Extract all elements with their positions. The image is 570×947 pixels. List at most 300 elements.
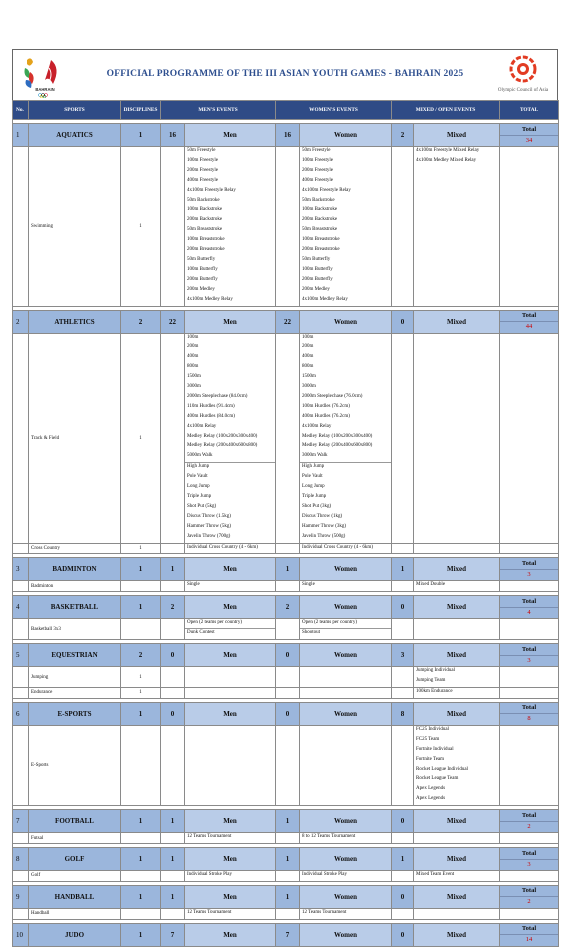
mixed-events-list	[414, 725, 500, 805]
sport-name: E-SPORTS	[29, 702, 121, 725]
mixed-count-blank	[392, 333, 414, 543]
sport-total-cell	[500, 558, 559, 581]
women-label: Women	[300, 310, 392, 333]
men-label: Men	[185, 558, 276, 581]
event-item: Dunk Contest	[187, 630, 215, 636]
men-events-list	[185, 687, 276, 698]
event-item: Discus Throw (1.5kg)	[187, 513, 231, 519]
event-item: 8 to 12 Teams Tournament	[302, 834, 356, 840]
sport-name: BADMINTON	[29, 558, 121, 581]
discipline-row	[13, 833, 559, 844]
discipline-total-blank	[500, 581, 559, 592]
discipline-total-blank	[500, 908, 559, 919]
mixed-count-blank	[392, 667, 414, 688]
women-count: 1	[276, 810, 300, 833]
men-label: Men	[185, 923, 276, 946]
total-label: Total	[500, 703, 558, 714]
mixed-label: Mixed	[414, 702, 500, 725]
total-label: Total	[500, 597, 558, 608]
event-item: Pole Vault	[302, 474, 323, 480]
sport-total-cell	[500, 810, 559, 833]
event-item: 2000m Steeplechase (84.0cm)	[187, 393, 248, 399]
event-item: Triple Jump	[302, 494, 327, 499]
total-value: 44	[525, 323, 533, 330]
discipline-no-cell	[13, 619, 29, 640]
men-count-blank	[161, 619, 185, 640]
women-count-blank	[276, 333, 300, 543]
mixed-count-blank	[392, 581, 414, 592]
discipline-name: Futsal	[29, 833, 121, 844]
mixed-count-blank	[392, 543, 414, 554]
col-mixed-events: MIXED / OPEN EVENTS	[392, 101, 500, 120]
event-item: Fortnite Team	[416, 756, 445, 762]
event-item: Jumping Individual	[416, 668, 456, 674]
men-count-blank	[161, 147, 185, 307]
event-item: 100m Breaststroke	[302, 237, 340, 243]
men-events-list	[185, 543, 276, 554]
men-count-blank	[161, 687, 185, 698]
discipline-count	[121, 619, 161, 640]
discipline-no-cell	[13, 687, 29, 698]
discipline-name: Jumping	[29, 667, 121, 688]
men-count: 1	[161, 558, 185, 581]
discipline-no-cell	[13, 581, 29, 592]
event-item: Shot Put (3kg)	[302, 503, 332, 509]
olympic-council-of-asia-logo	[493, 53, 551, 97]
event-item: Javelin Throw (500g)	[302, 533, 346, 539]
discipline-count: 1	[121, 543, 161, 554]
event-item: Triple Jump	[187, 494, 212, 499]
sport-number: 8	[13, 848, 29, 871]
mixed-count-blank	[392, 687, 414, 698]
women-label: Women	[300, 810, 392, 833]
event-item: High Jump	[300, 462, 391, 473]
event-item: 12 Teams Tournament	[187, 834, 232, 840]
mixed-events-list	[414, 687, 500, 698]
men-label: Men	[185, 885, 276, 908]
sport-name: AQUATICS	[29, 124, 121, 147]
event-item: 50m Freestyle	[302, 148, 331, 153]
programme-table	[12, 100, 559, 947]
sport-name: BASKETBALL	[29, 596, 121, 619]
men-count: 22	[161, 310, 185, 333]
event-item: 200m Medley	[187, 286, 215, 292]
sport-total-cell	[500, 702, 559, 725]
mixed-count: 0	[392, 310, 414, 333]
sport-number: 5	[13, 644, 29, 667]
event-item: 1500m	[302, 374, 316, 380]
event-item: 5000m Walk	[187, 453, 213, 459]
discipline-count	[121, 581, 161, 592]
women-events-list	[300, 619, 392, 640]
men-count-blank	[161, 871, 185, 882]
event-item: 200m Breaststroke	[302, 247, 340, 253]
discipline-name: Swimming	[29, 147, 121, 307]
col-no: No.	[13, 101, 29, 120]
mixed-label: Mixed	[414, 644, 500, 667]
mixed-count: 1	[392, 848, 414, 871]
event-item: 200m Freestyle	[302, 167, 333, 173]
total-value: 3	[527, 860, 531, 868]
discipline-count	[121, 725, 161, 805]
total-value: 2	[527, 898, 531, 906]
mixed-events-list	[414, 333, 500, 543]
women-events-list	[300, 667, 392, 688]
men-events-list	[185, 871, 276, 882]
women-events-list	[300, 543, 392, 554]
event-item: 100m	[187, 334, 199, 340]
women-count: 0	[276, 644, 300, 667]
discipline-row	[13, 147, 559, 307]
sport-disciplines: 1	[121, 596, 161, 619]
men-count: 1	[161, 810, 185, 833]
event-item: 400m Hurdles (76.2cm)	[302, 413, 350, 419]
sport-disciplines: 1	[121, 558, 161, 581]
discipline-name: Endurance	[29, 687, 121, 698]
total-label: Total	[500, 559, 558, 570]
men-count-blank	[161, 833, 185, 844]
discipline-count: 1	[121, 687, 161, 698]
sport-total-cell	[500, 596, 559, 619]
mixed-count-blank	[392, 619, 414, 640]
event-item: Discus Throw (1kg)	[302, 513, 343, 519]
men-count: 7	[161, 923, 185, 946]
event-item: 50m Butterfly	[187, 256, 216, 262]
men-count-blank	[161, 581, 185, 592]
column-header-row	[13, 101, 559, 120]
discipline-no-cell	[13, 667, 29, 688]
event-item: 100m Hurdles (76.2cm)	[302, 403, 350, 409]
event-item: 400m	[302, 354, 314, 360]
sport-name: JUDO	[29, 923, 121, 946]
men-events-list	[185, 147, 276, 307]
men-events-list	[185, 725, 276, 805]
men-label: Men	[185, 702, 276, 725]
event-item: 200m Freestyle	[187, 167, 218, 173]
mixed-label: Mixed	[414, 848, 500, 871]
women-label: Women	[300, 923, 392, 946]
men-label: Men	[185, 310, 276, 333]
discipline-no-cell	[13, 147, 29, 307]
women-count: 16	[276, 124, 300, 147]
discipline-no-cell	[13, 833, 29, 844]
women-count-blank	[276, 908, 300, 919]
discipline-row	[13, 725, 559, 805]
women-count: 22	[276, 310, 300, 333]
sport-total-cell	[500, 644, 559, 667]
programme-body	[13, 120, 559, 947]
event-item: 1500m	[187, 374, 201, 380]
sport-row	[13, 885, 559, 908]
sport-total-cell	[500, 310, 559, 333]
discipline-row	[13, 543, 559, 554]
event-item: Shootout	[302, 630, 321, 636]
sport-total-cell	[500, 885, 559, 908]
mixed-label: Mixed	[414, 596, 500, 619]
men-events-list	[185, 619, 276, 640]
mixed-events-list	[414, 619, 500, 640]
women-count: 1	[276, 558, 300, 581]
mixed-count: 3	[392, 644, 414, 667]
mixed-count: 0	[392, 923, 414, 946]
event-item: FC25 Team	[416, 736, 440, 742]
women-count-blank	[276, 147, 300, 307]
discipline-row	[13, 908, 559, 919]
event-item: 50m Backstroke	[187, 197, 220, 203]
event-item: Jumping Team	[416, 678, 446, 684]
discipline-name: Badminton	[29, 581, 121, 592]
col-men-events: MEN'S EVENTS	[161, 101, 276, 120]
women-label: Women	[300, 848, 392, 871]
women-events-list	[300, 147, 392, 307]
bahrain-logo-text: BAHRAIN	[35, 87, 55, 92]
sport-total-cell	[500, 848, 559, 871]
men-label: Men	[185, 124, 276, 147]
total-value: 3	[527, 570, 531, 578]
event-item: 200m Butterfly	[302, 276, 333, 282]
men-events-list	[185, 908, 276, 919]
women-events-list	[300, 687, 392, 698]
women-events-list	[300, 581, 392, 592]
discipline-row	[13, 333, 559, 543]
mixed-label: Mixed	[414, 310, 500, 333]
event-item: 4x100m Freestyle Relay	[302, 187, 351, 193]
event-item: Mixed Team Event	[416, 872, 455, 878]
mixed-events-list	[414, 908, 500, 919]
event-item: 4x100m Freestyle Relay	[187, 187, 236, 193]
event-item: 50m Breaststroke	[302, 227, 338, 233]
women-label: Women	[300, 644, 392, 667]
mixed-count: 1	[392, 558, 414, 581]
women-label: Women	[300, 124, 392, 147]
men-events-list	[185, 833, 276, 844]
col-sports: SPORTS	[29, 101, 121, 120]
sport-number: 4	[13, 596, 29, 619]
event-item: Rocket League Team	[416, 776, 459, 782]
women-count-blank	[276, 543, 300, 554]
men-label: Men	[185, 848, 276, 871]
event-item: Hammer Throw (3kg)	[302, 523, 347, 529]
discipline-total-blank	[500, 871, 559, 882]
sport-row	[13, 310, 559, 333]
event-item: 100m	[302, 334, 314, 340]
discipline-no-cell	[13, 908, 29, 919]
discipline-total-blank	[500, 619, 559, 640]
event-item: 100m Backstroke	[187, 207, 223, 213]
col-total: TOTAL	[500, 101, 559, 120]
total-label: Total	[500, 125, 558, 136]
total-value: 8	[527, 715, 531, 723]
mixed-count-blank	[392, 871, 414, 882]
discipline-total-blank	[500, 667, 559, 688]
event-item: 3000m Walk	[302, 453, 328, 459]
event-item: Hammer Throw (5kg)	[187, 523, 232, 529]
men-count-blank	[161, 543, 185, 554]
discipline-count	[121, 871, 161, 882]
mixed-events-list	[414, 667, 500, 688]
total-label: Total	[500, 849, 558, 860]
discipline-name: Handball	[29, 908, 121, 919]
sport-disciplines: 1	[121, 124, 161, 147]
discipline-total-blank	[500, 725, 559, 805]
mixed-events-list	[414, 543, 500, 554]
sport-name: ATHLETICS	[29, 310, 121, 333]
men-label: Men	[185, 596, 276, 619]
event-item: Long Jump	[187, 484, 210, 490]
discipline-no-cell	[13, 333, 29, 543]
women-events-list	[300, 833, 392, 844]
men-count: 0	[161, 702, 185, 725]
event-item: Apex Legends	[416, 786, 446, 792]
men-events-list	[185, 333, 276, 543]
event-item: Mixed Double	[416, 582, 446, 588]
sport-row	[13, 644, 559, 667]
sport-name: EQUESTRIAN	[29, 644, 121, 667]
sport-disciplines: 1	[121, 885, 161, 908]
oca-logo-text: Olympic Council of Asia	[497, 88, 549, 93]
mixed-events-list	[414, 581, 500, 592]
discipline-count: 1	[121, 147, 161, 307]
discipline-count: 1	[121, 333, 161, 543]
event-item: Medley Relay (200x400x600x800)	[302, 443, 373, 449]
women-count-blank	[276, 725, 300, 805]
event-item: 400m Freestyle	[187, 177, 218, 183]
event-item: Long Jump	[302, 484, 325, 490]
event-item: 4x100m Medley Relay	[187, 296, 233, 302]
sport-number: 7	[13, 810, 29, 833]
event-item: 4x100m Medley Mixed Relay	[416, 157, 477, 163]
mixed-count-blank	[392, 908, 414, 919]
men-count: 16	[161, 124, 185, 147]
event-item: 100m Breaststroke	[187, 237, 225, 243]
event-item: 100m Freestyle	[302, 157, 333, 163]
women-label: Women	[300, 702, 392, 725]
col-disciplines: DISCIPLINES	[121, 101, 161, 120]
discipline-total-blank	[500, 147, 559, 307]
men-count-blank	[161, 725, 185, 805]
sport-disciplines: 1	[121, 848, 161, 871]
event-item: Individual Cross Country (4 - 6km)	[187, 544, 258, 550]
mixed-count: 2	[392, 124, 414, 147]
mixed-count: 8	[392, 702, 414, 725]
women-count-blank	[276, 871, 300, 882]
event-item: Medley Relay (100x200x300x400)	[302, 433, 373, 439]
men-events-list	[185, 581, 276, 592]
men-count: 2	[161, 596, 185, 619]
event-item: 4x100m Relay	[302, 423, 332, 429]
discipline-row	[13, 581, 559, 592]
event-item: Apex Legends	[416, 796, 446, 802]
discipline-name: Track & Field	[29, 333, 121, 543]
event-item: 200m Breaststroke	[187, 247, 225, 253]
women-events-list	[300, 871, 392, 882]
discipline-count	[121, 833, 161, 844]
document-title: OFFICIAL PROGRAMME OF THE III ASIAN YOUTH GAMES - BAHRAIN 2025	[106, 69, 464, 79]
mixed-count: 0	[392, 596, 414, 619]
mixed-events-list	[414, 871, 500, 882]
sport-row	[13, 810, 559, 833]
women-count-blank	[276, 581, 300, 592]
discipline-row	[13, 667, 559, 688]
event-item: Open (2 teams per country)	[185, 619, 275, 629]
men-label: Men	[185, 810, 276, 833]
total-value: 3	[527, 656, 531, 664]
total-value: 34	[525, 136, 533, 144]
event-item: Rocket League Individual	[416, 766, 468, 772]
sport-disciplines: 1	[121, 923, 161, 946]
event-item: Individual Cross Country (4 - 6km)	[302, 544, 373, 550]
mixed-count: 0	[392, 885, 414, 908]
women-count-blank	[276, 667, 300, 688]
event-item: 4x100m Medley Relay	[302, 296, 348, 302]
discipline-name: E-Sports	[29, 725, 121, 805]
event-item: 50m Freestyle	[187, 148, 216, 153]
discipline-name: Cross Country	[29, 543, 121, 554]
total-label: Total	[500, 886, 558, 897]
women-label: Women	[300, 885, 392, 908]
women-count: 2	[276, 596, 300, 619]
event-item: 100m Backstroke	[302, 207, 338, 213]
total-value: 2	[527, 822, 531, 830]
discipline-total-blank	[500, 543, 559, 554]
sport-disciplines: 2	[121, 310, 161, 333]
discipline-row	[13, 687, 559, 698]
discipline-row	[13, 871, 559, 882]
men-count-blank	[161, 333, 185, 543]
event-item: 100m Butterfly	[187, 266, 218, 272]
sport-number: 9	[13, 885, 29, 908]
event-item: 12 Teams Tournament	[302, 909, 347, 915]
event-item: Medley Relay (200x400x600x800)	[187, 443, 258, 449]
mixed-events-list	[414, 833, 500, 844]
event-item: 50m Breaststroke	[187, 227, 223, 233]
sport-name: HANDBALL	[29, 885, 121, 908]
total-value: 4	[527, 608, 531, 616]
event-item: 400m Freestyle	[302, 177, 333, 183]
event-item: 400m Hurdles (84.0cm)	[187, 413, 235, 419]
mixed-label: Mixed	[414, 885, 500, 908]
men-label: Men	[185, 644, 276, 667]
women-count-blank	[276, 687, 300, 698]
sport-disciplines: 1	[121, 810, 161, 833]
discipline-total-blank	[500, 333, 559, 543]
event-item: Fortnite Individual	[416, 746, 454, 752]
women-label: Women	[300, 558, 392, 581]
event-item: 200m Butterfly	[187, 276, 218, 282]
sport-row	[13, 923, 559, 946]
event-item: 50m Butterfly	[302, 256, 331, 262]
women-count-blank	[276, 833, 300, 844]
discipline-no-cell	[13, 543, 29, 554]
men-count: 0	[161, 644, 185, 667]
event-item: 4x100m Freestyle Mixed Relay	[416, 148, 480, 153]
mixed-label: Mixed	[414, 810, 500, 833]
discipline-name: Basketball 3x3	[29, 619, 121, 640]
total-value: 14	[525, 936, 533, 944]
event-item: 200m	[187, 344, 199, 350]
document-header	[12, 49, 558, 100]
mixed-label: Mixed	[414, 558, 500, 581]
event-item: Open (2 teams per country)	[300, 619, 391, 629]
men-events-list	[185, 667, 276, 688]
discipline-row	[13, 619, 559, 640]
total-label: Total	[500, 811, 558, 822]
event-item: 4x100m Relay	[187, 423, 217, 429]
sport-row	[13, 558, 559, 581]
event-item: 3000m	[187, 384, 201, 390]
sport-name: GOLF	[29, 848, 121, 871]
event-item: 800m	[187, 364, 199, 370]
